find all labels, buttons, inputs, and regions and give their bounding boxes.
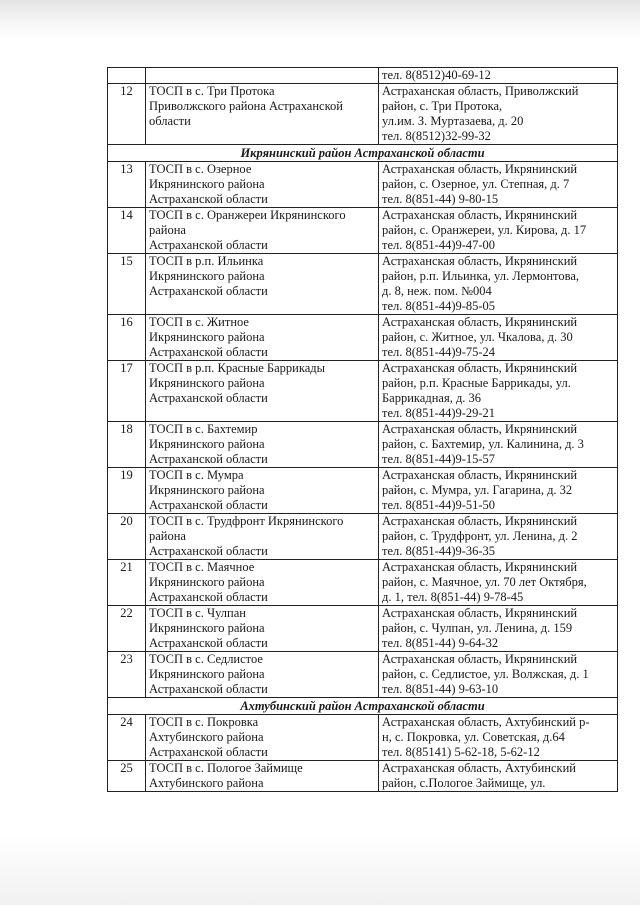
district-title: Икрянинский район Астраханской области <box>108 145 618 162</box>
row-number-cell: 12 <box>108 84 146 145</box>
table-row <box>108 606 618 652</box>
address-cell: Астраханская область, Икрянинский район, р.п. Красные Баррикады, ул. Баррикадная, д. 36 тел. 8(851-44)9-29-21 <box>379 361 618 422</box>
office-name-cell: ТОСП в с. Житное Икрянинского района Астраханской области <box>146 315 379 361</box>
row-number-cell: 18 <box>108 422 146 468</box>
table-row <box>108 761 618 792</box>
row-number-cell: 22 <box>108 606 146 652</box>
address-cell: Астраханская область, Ахтубинский р- н, с. Покровка, ул. Советская, д.64 тел. 8(85141) 5-62-18, 5-62-12 <box>379 715 618 761</box>
row-number-cell: 16 <box>108 315 146 361</box>
table-row <box>108 315 618 361</box>
office-name-cell: ТОСП в с. Седлистое Икрянинского района Астраханской области <box>146 652 379 698</box>
office-name-cell: ТОСП в с. Покровка Ахтубинского района Астраханской области <box>146 715 379 761</box>
row-number-cell: 20 <box>108 514 146 560</box>
address-cell: Астраханская область, Икрянинский район, р.п. Ильинка, ул. Лермонтова, д. 8, неж. пом. №004 тел. 8(851-44)9-85-05 <box>379 254 618 315</box>
address-cell: тел. 8(8512)40-69-12 <box>379 68 618 84</box>
table-row <box>108 254 618 315</box>
office-address-table <box>107 67 618 792</box>
scan-shadow-bottom <box>0 835 640 905</box>
row-number-cell: 17 <box>108 361 146 422</box>
office-name-cell: ТОСП в с. Оранжереи Икрянинского района Астраханской области <box>146 208 379 254</box>
table-row <box>108 422 618 468</box>
table-row <box>108 652 618 698</box>
table-row <box>108 162 618 208</box>
office-name-cell: ТОСП в р.п. Ильинка Икрянинского района Астраханской области <box>146 254 379 315</box>
office-name-cell: ТОСП в с. Бахтемир Икрянинского района Астраханской области <box>146 422 379 468</box>
table-row <box>108 468 618 514</box>
row-number-cell <box>108 68 146 84</box>
address-cell: Астраханская область, Икрянинский район, с. Чулпан, ул. Ленина, д. 159 тел. 8(851-44) 9-64-32 <box>379 606 618 652</box>
district-section-heading <box>108 698 618 715</box>
office-name-cell: ТОСП в с. Три Протока Приволжского района Астраханской области <box>146 84 379 145</box>
row-number-cell: 23 <box>108 652 146 698</box>
office-name-cell: ТОСП в с. Пологое Займище Ахтубинского района <box>146 761 379 792</box>
row-number-cell: 21 <box>108 560 146 606</box>
table-row <box>108 68 618 84</box>
office-name-cell: ТОСП в с. Маячное Икрянинского района Астраханской области <box>146 560 379 606</box>
office-name-cell: ТОСП в с. Чулпан Икрянинского района Астраханской области <box>146 606 379 652</box>
row-number-cell: 25 <box>108 761 146 792</box>
address-cell: Астраханская область, Икрянинский район, с. Трудфронт, ул. Ленина, д. 2 тел. 8(851-44)9-36-35 <box>379 514 618 560</box>
table-row <box>108 560 618 606</box>
address-cell: Астраханская область, Икрянинский район, с. Маячное, ул. 70 лет Октября, д. 1, тел. 8(851-44) 9-78-45 <box>379 560 618 606</box>
address-cell: Астраханская область, Икрянинский район, с. Оранжереи, ул. Кирова, д. 17 тел. 8(851-44)9-47-00 <box>379 208 618 254</box>
address-cell: Астраханская область, Икрянинский район, с. Озерное, ул. Степная, д. 7 тел. 8(851-44) 9-80-15 <box>379 162 618 208</box>
address-cell: Астраханская область, Ахтубинский район, с.Пологое Займище, ул. <box>379 761 618 792</box>
district-title: Ахтубинский район Астраханской области <box>108 698 618 715</box>
address-cell: Астраханская область, Приволжский район, с. Три Протока, ул.им. З. Муртазаева, д. 20 тел. 8(8512)32-99-32 <box>379 84 618 145</box>
scan-shadow-top <box>0 0 640 40</box>
row-number-cell: 19 <box>108 468 146 514</box>
address-cell: Астраханская область, Икрянинский район, с. Бахтемир, ул. Калинина, д. 3 тел. 8(851-44)9-15-57 <box>379 422 618 468</box>
office-name-cell: ТОСП в р.п. Красные Баррикады Икрянинского района Астраханской области <box>146 361 379 422</box>
table-row <box>108 361 618 422</box>
table-body <box>108 68 618 792</box>
row-number-cell: 24 <box>108 715 146 761</box>
table-row <box>108 208 618 254</box>
district-section-heading <box>108 145 618 162</box>
table-row <box>108 514 618 560</box>
office-name-cell: ТОСП в с. Мумра Икрянинского района Астраханской области <box>146 468 379 514</box>
row-number-cell: 15 <box>108 254 146 315</box>
office-name-cell <box>146 68 379 84</box>
office-name-cell: ТОСП в с. Озерное Икрянинского района Астраханской области <box>146 162 379 208</box>
table-row <box>108 84 618 145</box>
address-cell: Астраханская область, Икрянинский район, с. Житное, ул. Чкалова, д. 30 тел. 8(851-44)9-75-24 <box>379 315 618 361</box>
table-row <box>108 715 618 761</box>
row-number-cell: 14 <box>108 208 146 254</box>
address-cell: Астраханская область, Икрянинский район, с. Мумра, ул. Гагарина, д. 32 тел. 8(851-44)9-51-50 <box>379 468 618 514</box>
address-cell: Астраханская область, Икрянинский район, с. Седлистое, ул. Волжская, д. 1 тел. 8(851-44) 9-63-10 <box>379 652 618 698</box>
office-name-cell: ТОСП в с. Трудфронт Икрянинского района Астраханской области <box>146 514 379 560</box>
row-number-cell: 13 <box>108 162 146 208</box>
